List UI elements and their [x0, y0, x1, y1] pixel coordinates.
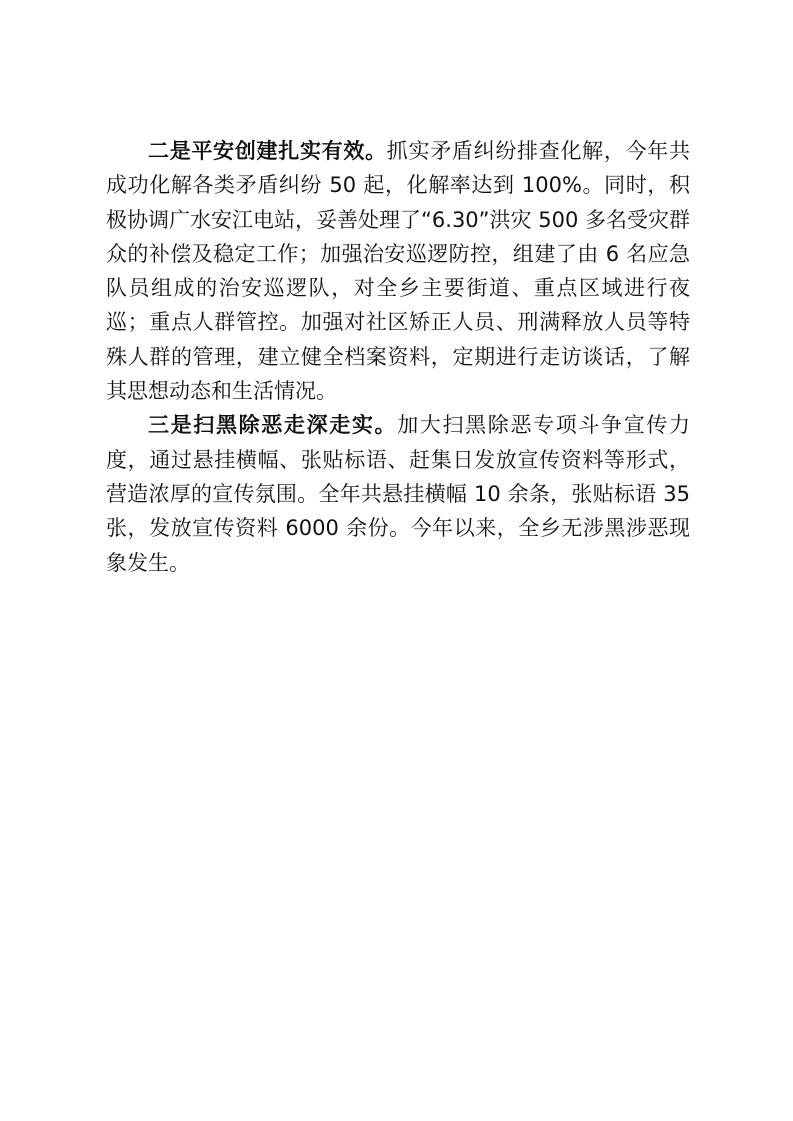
paragraph-safety-building	[106, 134, 690, 408]
paragraph-text: 抓实矛盾纠纷排查化解，今年共成功化解各类矛盾纠纷 50 起，化解率达到 100%。同时，积极协调广水安江电站，妥善处理了“6.30”洪灾 500 多名受灾群众的补偿及稳定工作；加强治安巡逻防控，组建了由 6 名应急队员组成的治安巡逻队，对全乡主要街道、重点区域进行夜巡；重点人群管控。加强对社区矫正人员、刑满释放人员等特殊人群的管理，建立健全档案资料，定期进行走访谈话，了解其思想动态和生活情况。	[106, 139, 691, 404]
paragraph-lead-heading: 二是平安创建扎实有效。	[148, 139, 387, 163]
paragraph-text: 加大扫黑除恶专项斗争宣传力度，通过悬挂横幅、张贴标语、赶集日发放宣传资料等形式，营造浓厚的宣传氛围。全年共悬挂横幅 10 余条，张贴标语 35 张，发放宣传资料 6000 余份。今年以来，全乡无涉黑涉恶现象发生。	[106, 413, 691, 575]
paragraph-anti-crime	[106, 408, 690, 579]
paragraph-lead-heading: 三是扫黑除恶走深走实。	[148, 413, 398, 438]
document-body	[106, 134, 690, 580]
